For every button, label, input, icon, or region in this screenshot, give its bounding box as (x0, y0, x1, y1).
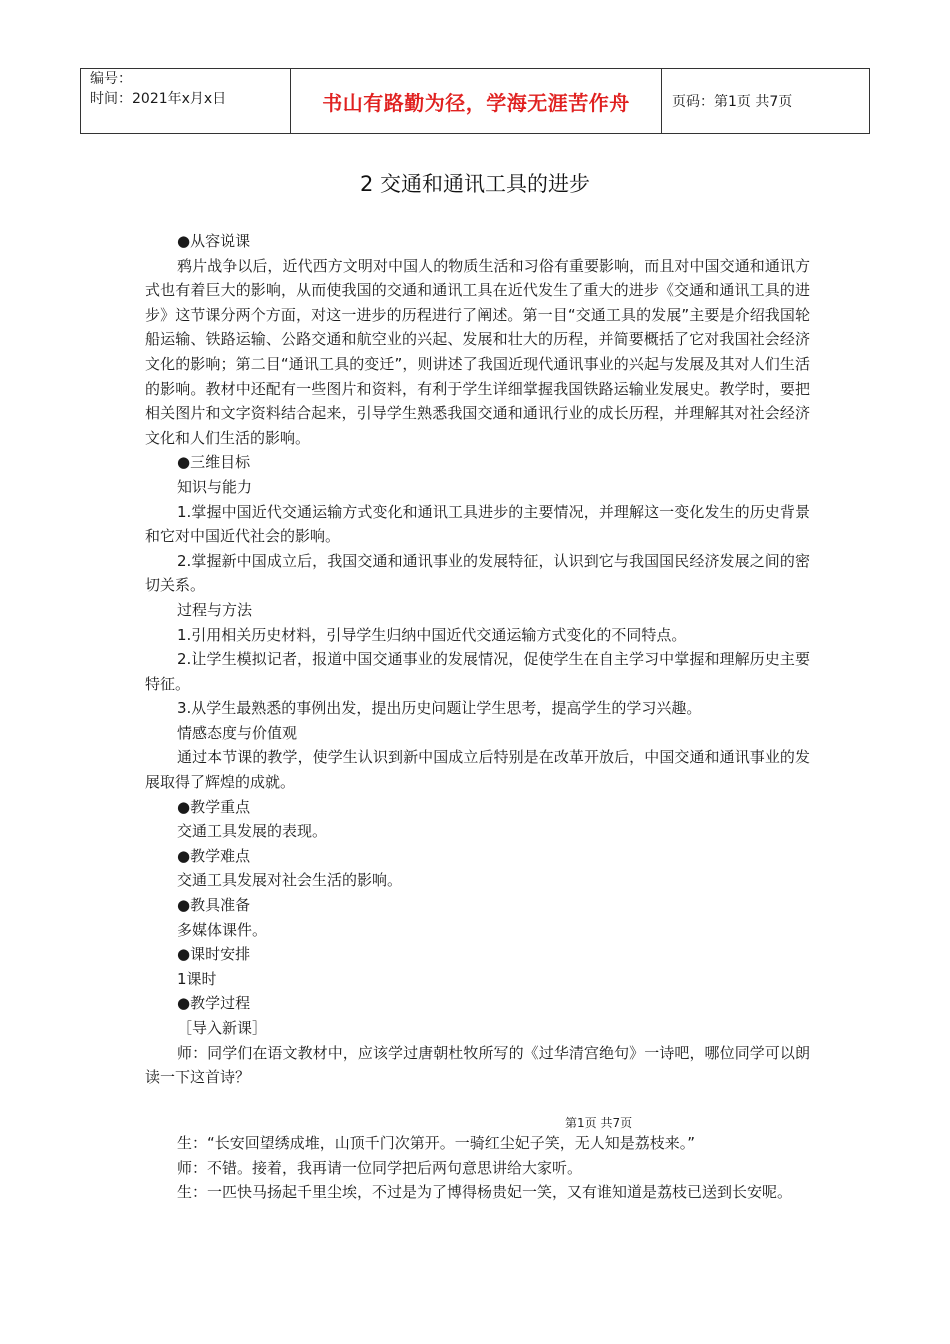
paragraph: ●课时安排 (177, 945, 251, 964)
paragraph: 师：不错。接着，我再请一位同学把后两句意思讲给大家听。 (177, 1158, 583, 1177)
header-left-cell (81, 69, 291, 134)
paragraph: 多媒体课件。 (177, 920, 268, 939)
paragraph: 1.掌握中国近代交通运输方式变化和通讯工具进步的主要情况，并理解这一变化发生的历史背景和它对中国近代社会的影响。 (145, 502, 810, 546)
page-footer: 第1页 共7页 (565, 1116, 633, 1130)
paragraph: ●从容说课 (177, 232, 251, 250)
paragraph: 通过本节课的教学，使学生认识到新中国成立后特别是在改革开放后，中国交通和通讯事业的发展取得了辉煌的成就。 (145, 748, 810, 792)
header-table (80, 68, 870, 134)
paragraph: 交通工具发展对社会生活的影响。 (177, 871, 403, 890)
paragraph: 鸦片战争以后，近代西方文明对中国人的物质生活和习俗有重要影响，而且对中国交通和通讯方式也有着巨大的影响，从而使我国的交通和通讯工具在近代发生了重大的进步《交通和通讯工具的进步》这节课分两个方面，对这一进步的历程进行了阐述。第一目“交通工具的发展”主要是介绍我国轮船运输、铁路运输、公路交通和航空业的兴起、发展和壮大的历程，并简要概括了它对我国社会经济文化的影响；第二目“通讯工具的变迁”，则讲述了我国近现代通讯事业的兴起与发展及其对人们生活的影响。教材中还配有一些图片和资料，有利于学生详细掌握我国铁路运输业发展史。教学时，要把相关图片和文字资料结合起来，引导学生熟悉我国交通和通讯行业的成长历程，并理解其对社会经济文化和人们生活的影响。 (145, 256, 810, 447)
paragraph: 1课时 (177, 969, 217, 988)
paragraph: ［导入新课］ (177, 1019, 268, 1037)
paragraph: 过程与方法 (177, 600, 253, 619)
document-title: 2 交通和通讯工具的进步 (359, 172, 591, 196)
paragraph: 师：同学们在语文教材中，应该学过唐朝杜牧所写的《过华清宫绝句》一诗吧，哪位同学可以朗读一下这首诗？ (145, 1043, 810, 1087)
paragraph: 1.引用相关历史材料，引导学生归纳中国近代交通运输方式变化的不同特点。 (177, 625, 687, 644)
paragraph: ●教学重点 (177, 797, 251, 816)
paragraph: 情感态度与价值观 (177, 723, 298, 742)
document-body-continued (145, 1131, 810, 1205)
paragraph: 2.让学生模拟记者，报道中国交通事业的发展情况，促使学生在自主学习中掌握和理解历史主要特征。 (145, 650, 810, 693)
number-label: 编号： (90, 71, 132, 87)
document-body (145, 229, 810, 1090)
date-label: 时间：2021年x月x日 (90, 91, 227, 107)
paragraph: 2.掌握新中国成立后，我国交通和通讯事业的发展特征，认识到它与我国国民经济发展之间的密切关系。 (145, 551, 810, 595)
paragraph: ●教具准备 (177, 896, 251, 915)
paragraph: ●三维目标 (177, 453, 251, 472)
paragraph: 3.从学生最熟悉的事例出发，提出历史问题让学生思考，提高学生的学习兴趣。 (177, 699, 702, 718)
paragraph: 生：“长安回望绣成堆，山顶千门次第开。一骑红尘妃子笑，无人知是荔枝来。” (177, 1134, 696, 1152)
paragraph: 知识与能力 (177, 477, 253, 496)
paragraph: ●教学难点 (177, 846, 251, 865)
paragraph: 交通工具发展的表现。 (177, 822, 328, 841)
paragraph: ●教学过程 (177, 994, 251, 1013)
motto: 书山有路勤为径，学海无涯苦作舟 (291, 69, 662, 134)
page-label: 页码：第1页 共7页 (662, 69, 870, 134)
paragraph: 生：一匹快马扬起千里尘埃，不过是为了博得杨贵妃一笑，又有谁知道是荔枝已送到长安呢。 (177, 1183, 793, 1202)
